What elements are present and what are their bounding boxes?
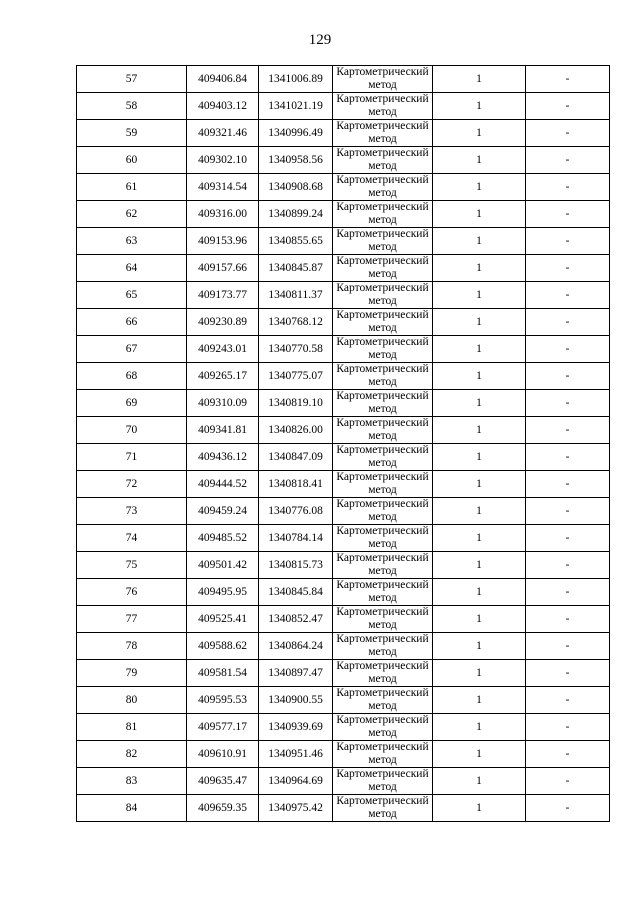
method-cell: [333, 768, 433, 795]
point-number-cell: 82: [77, 741, 187, 768]
accuracy-cell: 1: [433, 93, 526, 120]
point-number-cell: 84: [77, 795, 187, 822]
accuracy-cell: 1: [433, 282, 526, 309]
note-cell: -: [526, 471, 610, 498]
accuracy-cell: 1: [433, 660, 526, 687]
method-line-2: метод: [368, 430, 397, 442]
method-cell: [333, 255, 433, 282]
y-coordinate-cell: 1340768.12: [259, 309, 333, 336]
x-coordinate-cell: 409635.47: [187, 768, 259, 795]
note-cell: -: [526, 687, 610, 714]
method-line-2: метод: [368, 79, 397, 91]
y-coordinate-cell: 1340770.58: [259, 336, 333, 363]
note-cell: -: [526, 552, 610, 579]
method-line-2: метод: [368, 457, 397, 469]
y-coordinate-cell: 1340776.08: [259, 498, 333, 525]
table-row: [77, 741, 610, 768]
point-number-cell: 60: [77, 147, 187, 174]
x-coordinate-cell: 409588.62: [187, 633, 259, 660]
method-line-1: Картометрический: [336, 633, 429, 645]
table-row: [77, 606, 610, 633]
x-coordinate-cell: 409459.24: [187, 498, 259, 525]
method-line-1: Картометрический: [336, 687, 429, 699]
table-row: [77, 228, 610, 255]
method-line-2: метод: [368, 565, 397, 577]
x-coordinate-cell: 409501.42: [187, 552, 259, 579]
method-cell: [333, 714, 433, 741]
note-cell: -: [526, 579, 610, 606]
x-coordinate-cell: 409302.10: [187, 147, 259, 174]
y-coordinate-cell: 1340964.69: [259, 768, 333, 795]
method-line-1: Картометрический: [336, 768, 429, 780]
point-number-cell: 58: [77, 93, 187, 120]
y-coordinate-cell: 1341006.89: [259, 66, 333, 93]
x-coordinate-cell: 409485.52: [187, 525, 259, 552]
method-cell: [333, 579, 433, 606]
table-row: [77, 552, 610, 579]
accuracy-cell: 1: [433, 741, 526, 768]
accuracy-cell: 1: [433, 768, 526, 795]
x-coordinate-cell: 409157.66: [187, 255, 259, 282]
accuracy-cell: 1: [433, 255, 526, 282]
method-cell: [333, 363, 433, 390]
point-number-cell: 77: [77, 606, 187, 633]
x-coordinate-cell: 409173.77: [187, 282, 259, 309]
y-coordinate-cell: 1340818.41: [259, 471, 333, 498]
method-line-1: Картометрический: [336, 417, 429, 429]
method-cell: [333, 174, 433, 201]
y-coordinate-cell: 1340900.55: [259, 687, 333, 714]
table-row: [77, 498, 610, 525]
point-number-cell: 75: [77, 552, 187, 579]
accuracy-cell: 1: [433, 417, 526, 444]
point-number-cell: 68: [77, 363, 187, 390]
note-cell: -: [526, 282, 610, 309]
accuracy-cell: 1: [433, 174, 526, 201]
note-cell: -: [526, 633, 610, 660]
x-coordinate-cell: 409321.46: [187, 120, 259, 147]
method-line-2: метод: [368, 673, 397, 685]
method-cell: [333, 471, 433, 498]
table-row: [77, 66, 610, 93]
method-line-1: Картометрический: [336, 579, 429, 591]
y-coordinate-cell: 1340939.69: [259, 714, 333, 741]
x-coordinate-cell: 409153.96: [187, 228, 259, 255]
accuracy-cell: 1: [433, 309, 526, 336]
table-row: [77, 282, 610, 309]
point-number-cell: 67: [77, 336, 187, 363]
method-line-1: Картометрический: [336, 498, 429, 510]
accuracy-cell: 1: [433, 471, 526, 498]
note-cell: -: [526, 768, 610, 795]
method-cell: [333, 120, 433, 147]
accuracy-cell: 1: [433, 66, 526, 93]
method-line-1: Картометрический: [336, 552, 429, 564]
method-line-2: метод: [368, 403, 397, 415]
table-row: [77, 633, 610, 660]
point-number-cell: 73: [77, 498, 187, 525]
accuracy-cell: 1: [433, 687, 526, 714]
y-coordinate-cell: 1340996.49: [259, 120, 333, 147]
accuracy-cell: 1: [433, 795, 526, 822]
table-row: [77, 390, 610, 417]
table-row: [77, 444, 610, 471]
note-cell: -: [526, 417, 610, 444]
method-line-2: метод: [368, 268, 397, 280]
method-line-2: метод: [368, 106, 397, 118]
method-line-2: метод: [368, 700, 397, 712]
method-cell: [333, 687, 433, 714]
note-cell: -: [526, 741, 610, 768]
note-cell: -: [526, 795, 610, 822]
x-coordinate-cell: 409406.84: [187, 66, 259, 93]
table-row: [77, 93, 610, 120]
table-row: [77, 201, 610, 228]
method-line-1: Картометрический: [336, 282, 429, 294]
method-line-2: метод: [368, 133, 397, 145]
y-coordinate-cell: 1340784.14: [259, 525, 333, 552]
method-cell: [333, 93, 433, 120]
method-cell: [333, 552, 433, 579]
x-coordinate-cell: 409595.53: [187, 687, 259, 714]
note-cell: -: [526, 606, 610, 633]
table-row: [77, 120, 610, 147]
method-line-2: метод: [368, 214, 397, 226]
point-number-cell: 71: [77, 444, 187, 471]
x-coordinate-cell: 409495.95: [187, 579, 259, 606]
accuracy-cell: 1: [433, 201, 526, 228]
method-cell: [333, 228, 433, 255]
point-number-cell: 59: [77, 120, 187, 147]
method-cell: [333, 525, 433, 552]
point-number-cell: 61: [77, 174, 187, 201]
method-line-2: метод: [368, 727, 397, 739]
method-line-1: Картометрический: [336, 255, 429, 267]
note-cell: -: [526, 201, 610, 228]
accuracy-cell: 1: [433, 579, 526, 606]
note-cell: -: [526, 174, 610, 201]
x-coordinate-cell: 409436.12: [187, 444, 259, 471]
y-coordinate-cell: 1340811.37: [259, 282, 333, 309]
method-line-1: Картометрический: [336, 606, 429, 618]
table-row: [77, 147, 610, 174]
method-line-2: метод: [368, 376, 397, 388]
x-coordinate-cell: 409525.41: [187, 606, 259, 633]
method-line-1: Картометрический: [336, 201, 429, 213]
note-cell: -: [526, 255, 610, 282]
note-cell: -: [526, 120, 610, 147]
y-coordinate-cell: 1340845.87: [259, 255, 333, 282]
x-coordinate-cell: 409444.52: [187, 471, 259, 498]
x-coordinate-cell: 409659.35: [187, 795, 259, 822]
y-coordinate-cell: 1340908.68: [259, 174, 333, 201]
x-coordinate-cell: 409243.01: [187, 336, 259, 363]
x-coordinate-cell: 409316.00: [187, 201, 259, 228]
table-row: [77, 714, 610, 741]
x-coordinate-cell: 409265.17: [187, 363, 259, 390]
point-number-cell: 79: [77, 660, 187, 687]
accuracy-cell: 1: [433, 633, 526, 660]
table-row: [77, 525, 610, 552]
method-line-2: метод: [368, 808, 397, 820]
method-line-1: Картометрический: [336, 147, 429, 159]
method-line-2: метод: [368, 349, 397, 361]
point-number-cell: 70: [77, 417, 187, 444]
y-coordinate-cell: 1340847.09: [259, 444, 333, 471]
table-body: [77, 66, 610, 822]
table-row: [77, 255, 610, 282]
x-coordinate-cell: 409230.89: [187, 309, 259, 336]
page-number: 129: [308, 32, 332, 48]
method-cell: [333, 660, 433, 687]
accuracy-cell: 1: [433, 525, 526, 552]
method-line-1: Картометрический: [336, 660, 429, 672]
y-coordinate-cell: 1340975.42: [259, 795, 333, 822]
method-line-2: метод: [368, 592, 397, 604]
method-line-2: метод: [368, 646, 397, 658]
point-number-cell: 64: [77, 255, 187, 282]
point-number-cell: 66: [77, 309, 187, 336]
method-cell: [333, 633, 433, 660]
table-row: [77, 660, 610, 687]
method-cell: [333, 201, 433, 228]
y-coordinate-cell: 1340826.00: [259, 417, 333, 444]
method-line-1: Картометрический: [336, 444, 429, 456]
method-cell: [333, 795, 433, 822]
y-coordinate-cell: 1340815.73: [259, 552, 333, 579]
method-line-1: Картометрический: [336, 66, 429, 78]
y-coordinate-cell: 1340951.46: [259, 741, 333, 768]
point-number-cell: 76: [77, 579, 187, 606]
accuracy-cell: 1: [433, 552, 526, 579]
point-number-cell: 72: [77, 471, 187, 498]
method-cell: [333, 417, 433, 444]
method-line-2: метод: [368, 484, 397, 496]
table-row: [77, 795, 610, 822]
method-line-1: Картометрический: [336, 795, 429, 807]
x-coordinate-cell: 409577.17: [187, 714, 259, 741]
method-cell: [333, 498, 433, 525]
accuracy-cell: 1: [433, 444, 526, 471]
note-cell: -: [526, 444, 610, 471]
method-line-1: Картометрический: [336, 390, 429, 402]
point-number-cell: 69: [77, 390, 187, 417]
y-coordinate-cell: 1340864.24: [259, 633, 333, 660]
method-cell: [333, 147, 433, 174]
x-coordinate-cell: 409310.09: [187, 390, 259, 417]
point-number-cell: 74: [77, 525, 187, 552]
y-coordinate-cell: 1340958.56: [259, 147, 333, 174]
method-line-2: метод: [368, 538, 397, 550]
method-cell: [333, 309, 433, 336]
x-coordinate-cell: 409581.54: [187, 660, 259, 687]
method-line-1: Картометрический: [336, 228, 429, 240]
accuracy-cell: 1: [433, 390, 526, 417]
y-coordinate-cell: 1340897.47: [259, 660, 333, 687]
table-row: [77, 363, 610, 390]
y-coordinate-cell: 1340775.07: [259, 363, 333, 390]
point-number-cell: 81: [77, 714, 187, 741]
y-coordinate-cell: 1340855.65: [259, 228, 333, 255]
accuracy-cell: 1: [433, 120, 526, 147]
method-line-1: Картометрический: [336, 471, 429, 483]
note-cell: -: [526, 336, 610, 363]
y-coordinate-cell: 1340819.10: [259, 390, 333, 417]
point-number-cell: 57: [77, 66, 187, 93]
note-cell: -: [526, 66, 610, 93]
method-line-1: Картометрический: [336, 174, 429, 186]
method-line-1: Картометрический: [336, 336, 429, 348]
method-line-2: метод: [368, 295, 397, 307]
method-line-1: Картометрический: [336, 363, 429, 375]
accuracy-cell: 1: [433, 147, 526, 174]
point-number-cell: 65: [77, 282, 187, 309]
method-line-2: метод: [368, 160, 397, 172]
accuracy-cell: 1: [433, 606, 526, 633]
table-row: [77, 336, 610, 363]
method-cell: [333, 390, 433, 417]
accuracy-cell: 1: [433, 228, 526, 255]
table-row: [77, 174, 610, 201]
coordinates-table: [76, 65, 610, 822]
x-coordinate-cell: 409403.12: [187, 93, 259, 120]
note-cell: -: [526, 363, 610, 390]
note-cell: -: [526, 147, 610, 174]
method-line-2: метод: [368, 187, 397, 199]
method-cell: [333, 336, 433, 363]
y-coordinate-cell: 1341021.19: [259, 93, 333, 120]
method-cell: [333, 444, 433, 471]
method-line-1: Картометрический: [336, 714, 429, 726]
method-cell: [333, 66, 433, 93]
method-line-2: метод: [368, 511, 397, 523]
note-cell: -: [526, 390, 610, 417]
point-number-cell: 83: [77, 768, 187, 795]
y-coordinate-cell: 1340899.24: [259, 201, 333, 228]
point-number-cell: 78: [77, 633, 187, 660]
table-row: [77, 471, 610, 498]
accuracy-cell: 1: [433, 714, 526, 741]
x-coordinate-cell: 409314.54: [187, 174, 259, 201]
method-cell: [333, 741, 433, 768]
method-line-1: Картометрический: [336, 120, 429, 132]
method-line-1: Картометрический: [336, 741, 429, 753]
method-line-2: метод: [368, 322, 397, 334]
note-cell: -: [526, 525, 610, 552]
y-coordinate-cell: 1340852.47: [259, 606, 333, 633]
method-line-1: Картометрический: [336, 93, 429, 105]
method-line-2: метод: [368, 619, 397, 631]
note-cell: -: [526, 93, 610, 120]
note-cell: -: [526, 714, 610, 741]
method-line-1: Картометрический: [336, 309, 429, 321]
y-coordinate-cell: 1340845.84: [259, 579, 333, 606]
table-row: [77, 579, 610, 606]
method-line-2: метод: [368, 754, 397, 766]
method-line-2: метод: [368, 781, 397, 793]
point-number-cell: 80: [77, 687, 187, 714]
table-row: [77, 687, 610, 714]
method-cell: [333, 606, 433, 633]
accuracy-cell: 1: [433, 336, 526, 363]
method-cell: [333, 282, 433, 309]
table-row: [77, 768, 610, 795]
point-number-cell: 62: [77, 201, 187, 228]
note-cell: -: [526, 498, 610, 525]
accuracy-cell: 1: [433, 363, 526, 390]
method-line-2: метод: [368, 241, 397, 253]
note-cell: -: [526, 309, 610, 336]
table-row: [77, 417, 610, 444]
accuracy-cell: 1: [433, 498, 526, 525]
point-number-cell: 63: [77, 228, 187, 255]
note-cell: -: [526, 660, 610, 687]
x-coordinate-cell: 409610.91: [187, 741, 259, 768]
note-cell: -: [526, 228, 610, 255]
x-coordinate-cell: 409341.81: [187, 417, 259, 444]
table-row: [77, 309, 610, 336]
method-line-1: Картометрический: [336, 525, 429, 537]
